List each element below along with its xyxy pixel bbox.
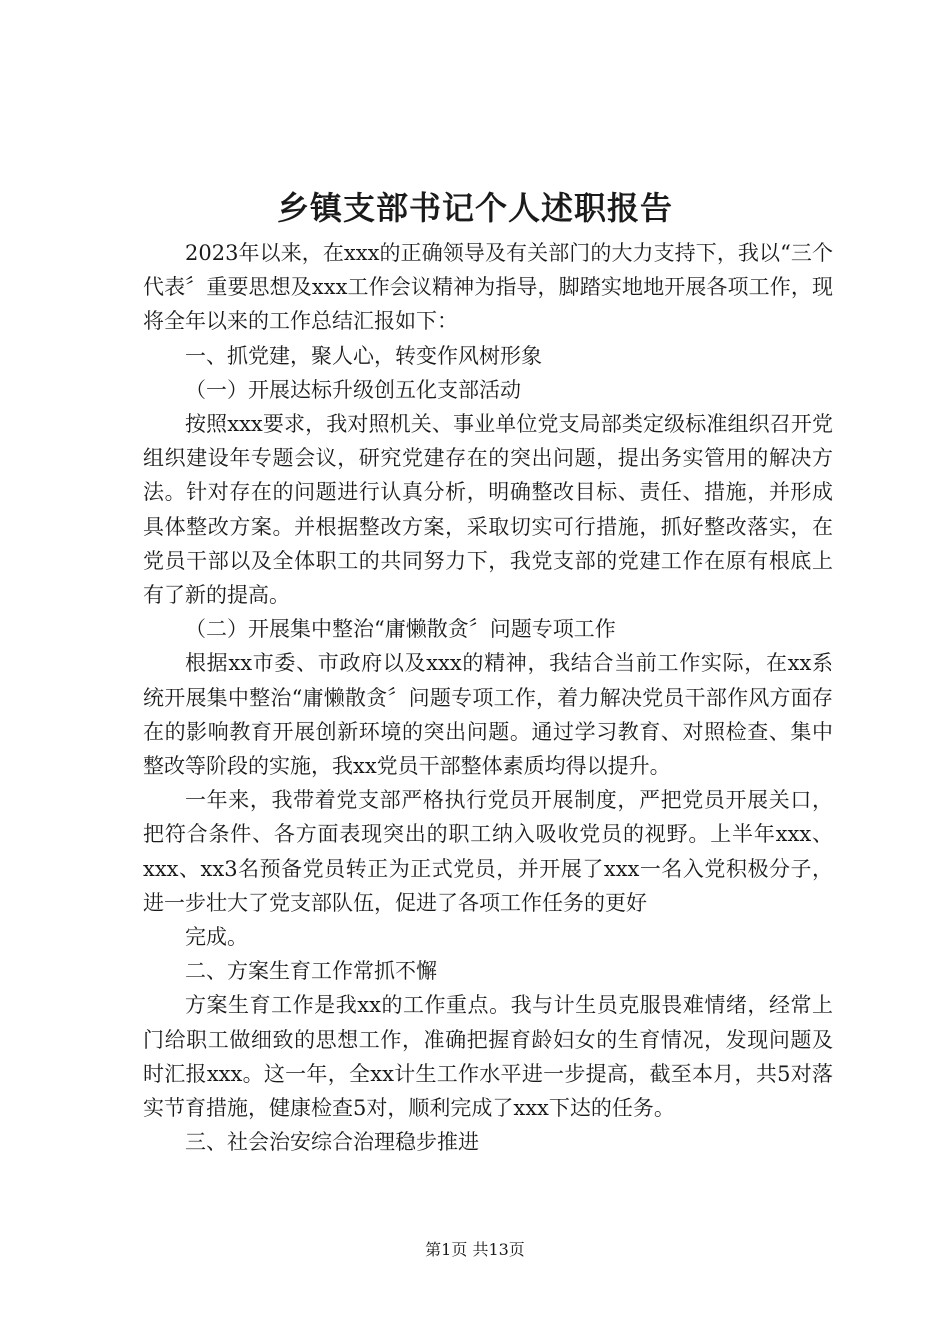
section-heading-3: 三、社会治安综合治理稳步推进: [185, 1130, 479, 1155]
body-paragraph: 一年来，我带着党支部严格执行党员开展制度，严把党员开展关口，把符合条件、各方面表现突出的职工纳入吸收党员的视野。上半年xxx、xxx、xx3名预备党员转正为正式党员，并开展了xxx一名入党积极分子，进一步壮大了党支部队伍，促进了各项工作任务的更好: [143, 788, 833, 915]
subsection-heading-1: （一）开展达标升级创五化支部活动: [185, 377, 521, 402]
body-paragraph: 按照xxx要求，我对照机关、事业单位党支局部类定级标准组织召开党组织建设年专题会议，研究党建存在的突出问题，提出务实管用的解决方法。针对存在的问题进行认真分析，明确整改目标、责任、措施，并形成具体整改方案。并根据整改方案，采取切实可行措施，抓好整改落实，在党员干部以及全体职工的共同努力下，我党支部的党建工作在原有根底上有了新的提高。: [143, 412, 833, 608]
section-heading-2: 二、方案生育工作常抓不懈: [185, 959, 437, 984]
body-paragraph: 方案生育工作是我xx的工作重点。我与计生员克服畏难情绪，经常上门给职工做细致的思想工作，准确把握育龄妇女的生育情况，发现问题及时汇报xxx。这一年，全xx计生工作水平进一步提高，截至本月，共5对落实节育措施，健康检查5对，顺利完成了xxx下达的任务。: [143, 993, 833, 1121]
body-paragraph-continuation: 完成。: [185, 925, 248, 950]
intro-paragraph: 2023年以来，在xxx的正确领导及有关部门的大力支持下，我以“三个代表〞重要思想及xxx工作会议精神为指导，脚踏实地地开展各项工作，现将全年以来的工作总结汇报如下：: [143, 241, 833, 334]
page-number: 第1页 共13页: [425, 1240, 525, 1259]
body-paragraph: 根据xx市委、市政府以及xxx的精神，我结合当前工作实际，在xx系统开展集中整治“庸懒散贪〞问题专项工作，着力解决党员干部作风方面存在的影响教育开展创新环境的突出问题。通过学习教育、对照检查、集中整改等阶段的实施，我xx党员干部整体素质均得以提升。: [143, 651, 833, 779]
section-heading-1: 一、抓党建，聚人心，转变作风树形象: [185, 343, 542, 368]
subsection-heading-2: （二）开展集中整治“庸懒散贪〞问题专项工作: [185, 617, 616, 642]
document-body: [143, 236, 833, 1159]
document-title: 乡镇支部书记个人述职报告: [276, 189, 673, 227]
